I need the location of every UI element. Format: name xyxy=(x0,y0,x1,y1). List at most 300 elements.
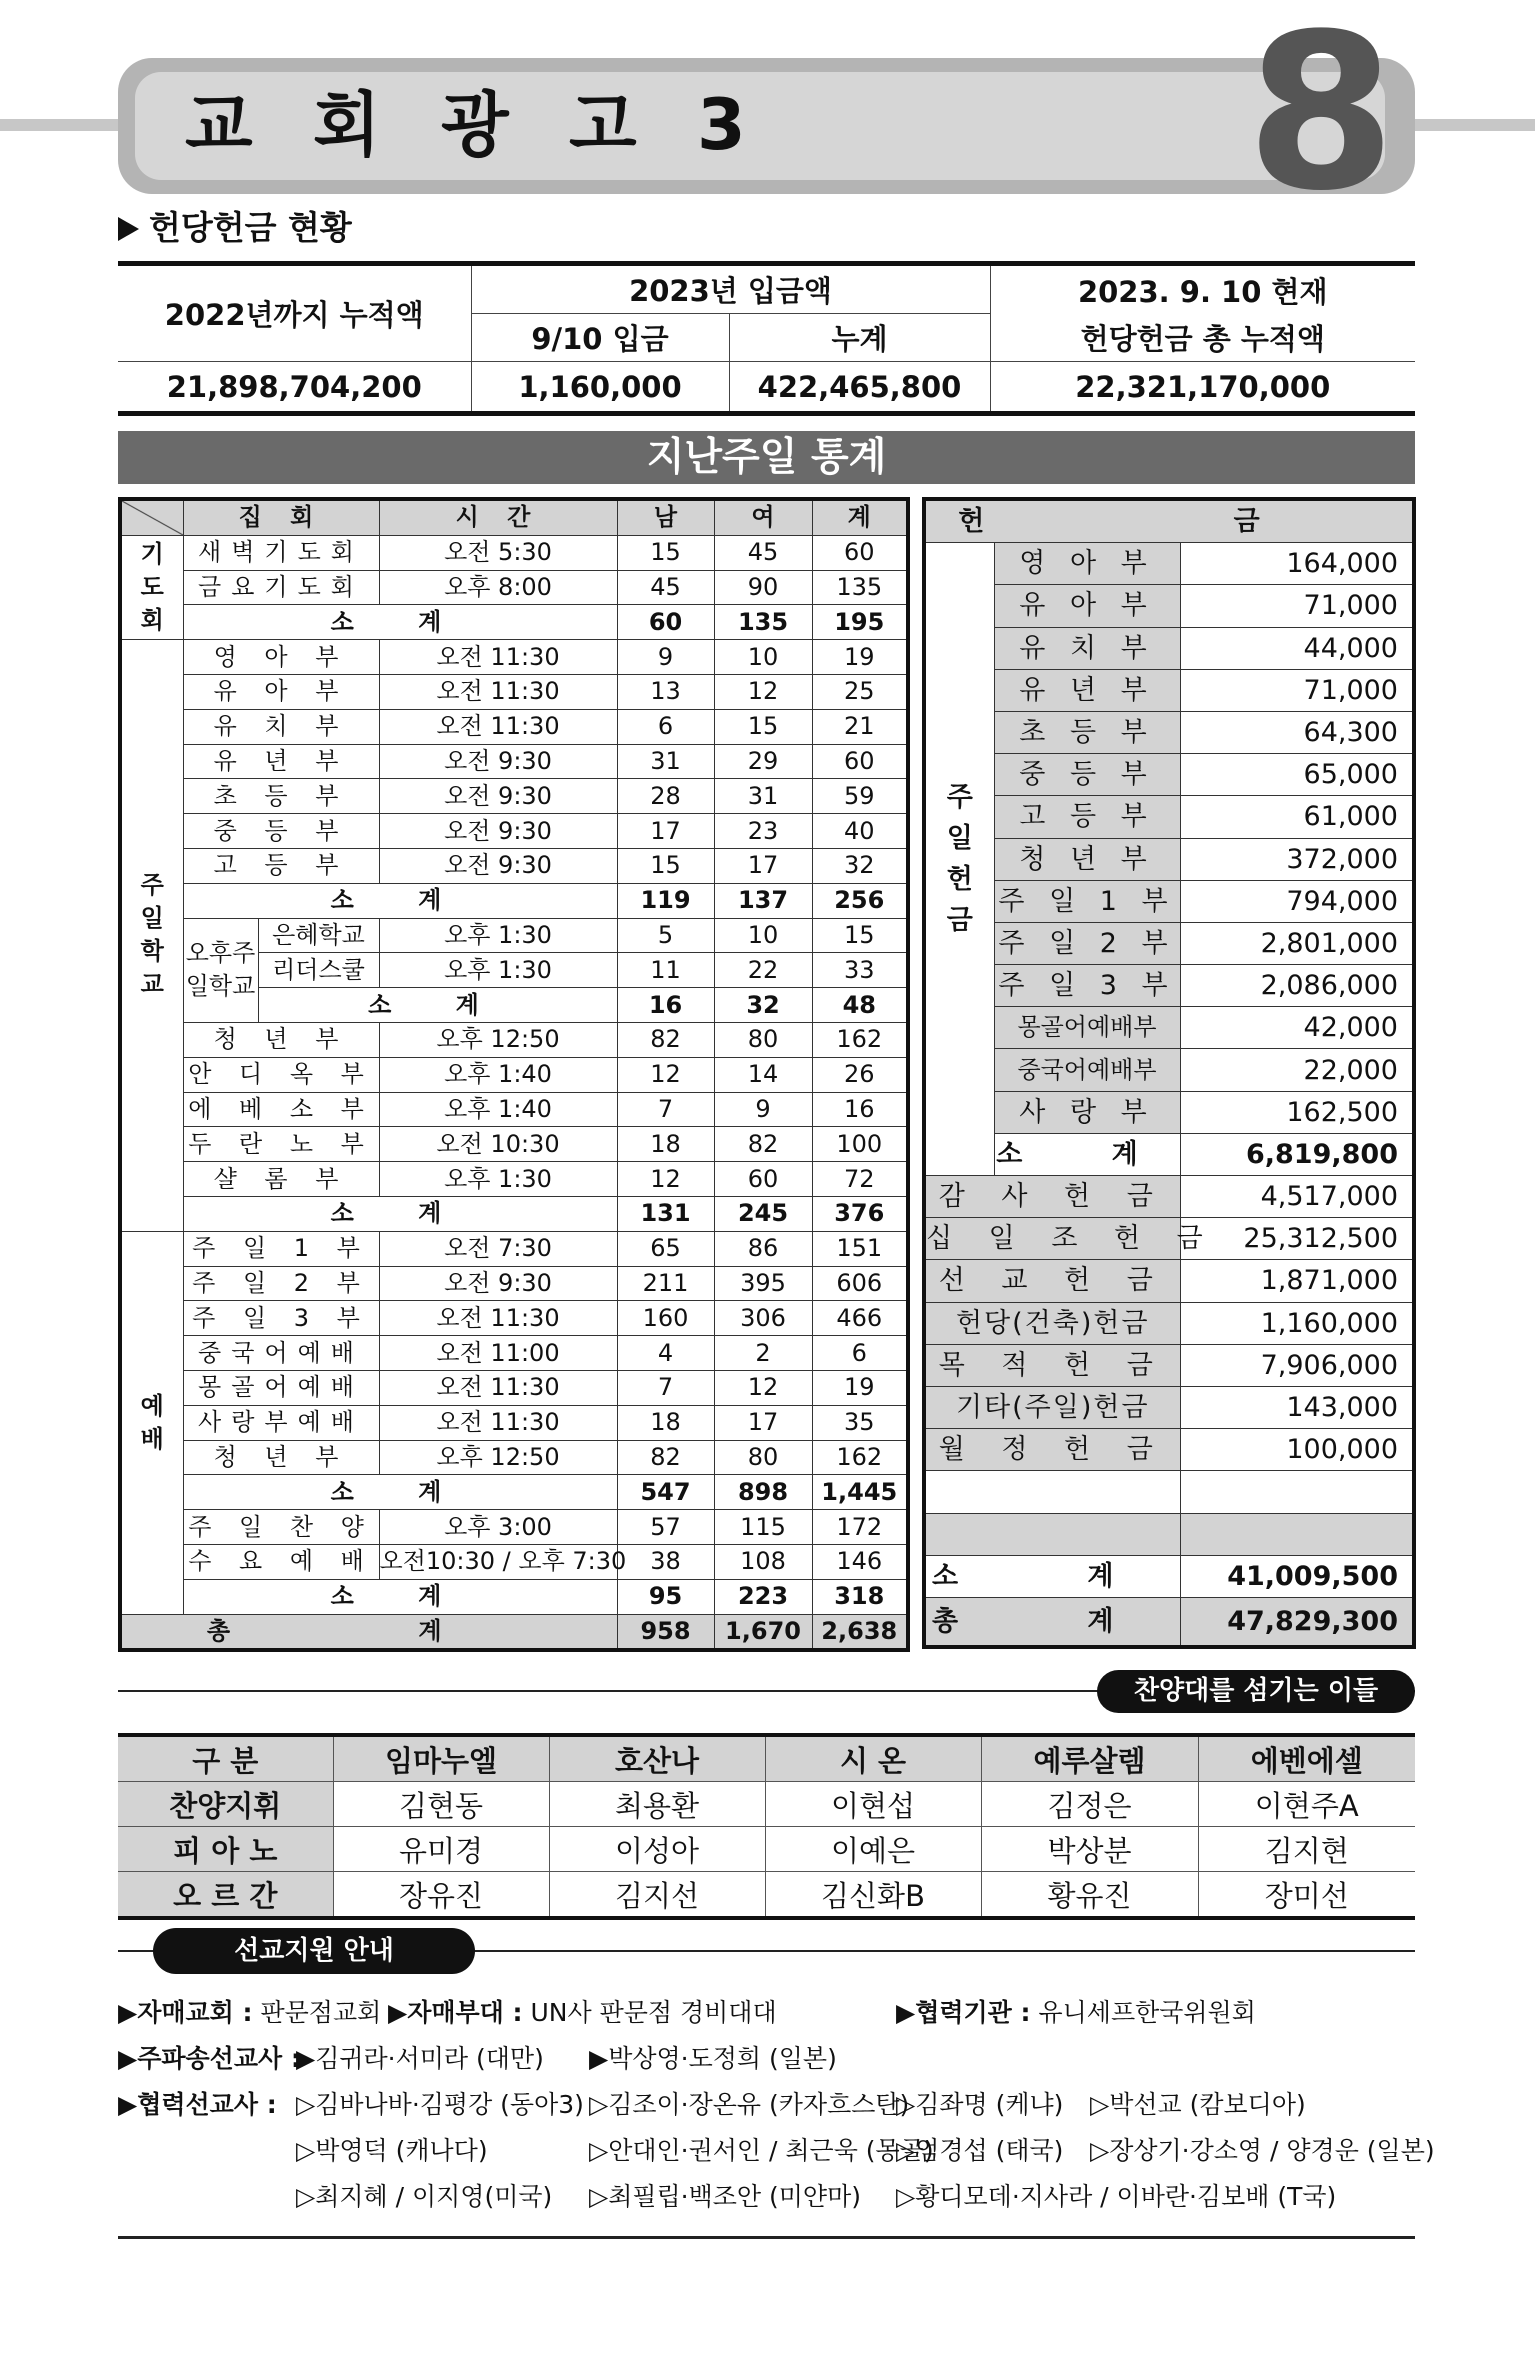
table-row xyxy=(924,711,1414,753)
table-row xyxy=(120,1231,908,1266)
count-male: 45 xyxy=(617,570,714,605)
value-total: 22,321,170,000 xyxy=(990,362,1415,414)
coop-missionary: ▷김바나바·김평강 (동아3) xyxy=(296,2090,584,2119)
table-row xyxy=(120,779,908,814)
meeting-name: 청 년 부 xyxy=(183,1440,379,1475)
meeting-name: 안 디 옥 부 xyxy=(183,1057,379,1092)
table-row xyxy=(924,627,1414,669)
offering-name: 유 아 부 xyxy=(994,585,1180,627)
subtotal-label: 소 계 xyxy=(183,883,617,918)
subtotal-row xyxy=(120,1579,908,1614)
grand-total-total: 2,638 xyxy=(812,1614,908,1650)
count-total: 72 xyxy=(812,1162,908,1197)
table-row xyxy=(118,1827,1415,1872)
offering-amount: 64,300 xyxy=(1180,711,1414,753)
offering-name: 주 일 3 부 xyxy=(994,965,1180,1007)
meeting-time: 오후 3:00 xyxy=(379,1510,617,1545)
sister-church: ▶자매교회 : 판문점교회 xyxy=(118,1998,382,2027)
offering-amount: 42,000 xyxy=(1180,1007,1414,1049)
choir-member: 박상분 xyxy=(981,1827,1198,1872)
sunday-subtotal: 6,819,800 xyxy=(1180,1133,1414,1175)
count-male: 4 xyxy=(617,1336,714,1371)
choir-member: 이현주A xyxy=(1198,1782,1415,1827)
meeting-time: 오전 9:30 xyxy=(379,779,617,814)
meeting-name: 중국어예배 xyxy=(183,1336,379,1371)
offering-name: 영 아 부 xyxy=(994,543,1180,585)
table-row xyxy=(924,754,1414,796)
choir-member: 김지현 xyxy=(1198,1827,1415,1872)
table-row xyxy=(120,674,908,709)
subtotal-female: 32 xyxy=(714,988,812,1023)
offering-amount: 372,000 xyxy=(1180,838,1414,880)
coop-missionary: ▷엄경섭 (태국) xyxy=(896,2136,1064,2165)
subtotal-female: 245 xyxy=(714,1196,812,1231)
choir-member: 유미경 xyxy=(333,1827,549,1872)
meeting-name: 주 일 3 부 xyxy=(183,1301,379,1336)
offering-amount: 22,000 xyxy=(1180,1049,1414,1091)
coop-missionary: ▷최지혜 / 이지영(미국) xyxy=(296,2182,553,2211)
meeting-time: 오전 11:30 xyxy=(379,1405,617,1440)
choir-member: 장미선 xyxy=(1198,1872,1415,1919)
offering-name: 유 년 부 xyxy=(994,669,1180,711)
meeting-name: 사랑부예배 xyxy=(183,1405,379,1440)
table-row xyxy=(924,1007,1414,1049)
col-total-line2: 헌당헌금 총 누적액 xyxy=(1080,321,1325,356)
choir-member: 최용환 xyxy=(549,1782,765,1827)
meeting-time: 오전 11:30 xyxy=(379,709,617,744)
table-row xyxy=(924,1260,1414,1302)
partner-org: ▶협력기관 : 유니세프한국위원회 xyxy=(896,1998,1256,2027)
meeting-name: 고 등 부 xyxy=(183,848,379,883)
subtotal-male: 547 xyxy=(617,1475,714,1510)
meeting-name: 유 치 부 xyxy=(183,709,379,744)
meeting-name: 중 등 부 xyxy=(183,814,379,849)
meeting-time: 오전 9:30 xyxy=(379,814,617,849)
offering-amount: 794,000 xyxy=(1180,880,1414,922)
offering-name: 기타(주일)헌금 xyxy=(924,1386,1180,1428)
coop-missionary: ▷안대인·권서인 / 최근욱 (몽골) xyxy=(589,2136,934,2165)
count-male: 57 xyxy=(617,1510,714,1545)
meeting-name: 주 일 찬 양 xyxy=(183,1510,379,1545)
prayer-group-label: 기 도 회 xyxy=(120,535,183,639)
count-female: 12 xyxy=(714,674,812,709)
count-female: 12 xyxy=(714,1370,812,1405)
count-female: 82 xyxy=(714,1127,812,1162)
worship-group-label: 예 배 xyxy=(120,1231,183,1614)
count-total: 162 xyxy=(812,1440,908,1475)
count-male: 38 xyxy=(617,1544,714,1579)
coop-missionary-label: 협력선교사 : xyxy=(137,2090,277,2119)
choir-header-category: 구 분 xyxy=(118,1735,333,1782)
empty-cell xyxy=(924,1471,1180,1513)
offering-name: 목 적 헌 금 xyxy=(924,1344,1180,1386)
count-female: 14 xyxy=(714,1057,812,1092)
count-total: 135 xyxy=(812,570,908,605)
choir-member: 김신화B xyxy=(765,1872,981,1919)
choir-member: 김정은 xyxy=(981,1782,1198,1827)
offering-name: 주 일 1 부 xyxy=(994,880,1180,922)
table-row xyxy=(924,922,1414,964)
table-row xyxy=(120,570,908,605)
value-sum: 422,465,800 xyxy=(729,362,990,414)
sunday-offering-label: 주 일 헌 금 xyxy=(924,543,994,1176)
offering-amount: 65,000 xyxy=(1180,754,1414,796)
offering-subtotal: 41,009,500 xyxy=(1180,1555,1414,1597)
sister-church-label: 자매교회 : xyxy=(137,1998,253,2027)
count-total: 162 xyxy=(812,1022,908,1057)
choir-role: 오 르 간 xyxy=(118,1872,333,1919)
meeting-time: 오전 11:00 xyxy=(379,1336,617,1371)
meeting-time: 오전 11:30 xyxy=(379,1301,617,1336)
table-row xyxy=(120,640,908,675)
meeting-time: 오전 7:30 xyxy=(379,1231,617,1266)
offering-name: 헌당(건축)헌금 xyxy=(924,1302,1180,1344)
table-row xyxy=(120,1092,908,1127)
offering-name: 월 정 헌 금 xyxy=(924,1429,1180,1471)
attendance-table xyxy=(118,497,910,1652)
table-row xyxy=(120,1127,908,1162)
offering-name: 고 등 부 xyxy=(994,796,1180,838)
count-total: 172 xyxy=(812,1510,908,1545)
count-female: 395 xyxy=(714,1266,812,1301)
meeting-time: 오후 12:50 xyxy=(379,1022,617,1057)
empty-row xyxy=(924,1471,1414,1513)
table-row xyxy=(924,1429,1414,1471)
table-row xyxy=(924,1386,1414,1428)
subtotal-female: 223 xyxy=(714,1579,812,1614)
meeting-name: 유 년 부 xyxy=(183,744,379,779)
count-total: 25 xyxy=(812,674,908,709)
meeting-name: 주 일 1 부 xyxy=(183,1231,379,1266)
diagonal-corner xyxy=(120,499,183,535)
mission-pill: 선교지원 안내 xyxy=(153,1928,475,1974)
count-male: 17 xyxy=(617,814,714,849)
grand-total-male: 958 xyxy=(617,1614,714,1650)
subtotal-total: 376 xyxy=(812,1196,908,1231)
table-row xyxy=(120,1405,908,1440)
choir-pill: 찬양대를 섬기는 이들 xyxy=(1097,1670,1415,1713)
coop-missionary: ▷박선교 (캄보디아) xyxy=(1090,2090,1306,2119)
meeting-name: 청 년 부 xyxy=(183,1022,379,1057)
count-male: 12 xyxy=(617,1162,714,1197)
count-male: 9 xyxy=(617,640,714,675)
choir-member: 장유진 xyxy=(333,1872,549,1919)
subtotal-row xyxy=(924,1133,1414,1175)
subtotal-female: 898 xyxy=(714,1475,812,1510)
count-total: 32 xyxy=(812,848,908,883)
meeting-name: 유 아 부 xyxy=(183,674,379,709)
offering-name: 초 등 부 xyxy=(994,711,1180,753)
meeting-name: 새벽기도회 xyxy=(183,535,379,570)
grand-total-female: 1,670 xyxy=(714,1614,812,1650)
count-female: 2 xyxy=(714,1336,812,1371)
count-male: 15 xyxy=(617,535,714,570)
count-female: 80 xyxy=(714,1440,812,1475)
count-total: 606 xyxy=(812,1266,908,1301)
afternoon-school-label: 오후주일학교 xyxy=(183,918,258,1022)
meeting-time: 오후 1:40 xyxy=(379,1092,617,1127)
table-row xyxy=(924,1344,1414,1386)
header-time: 시 간 xyxy=(379,499,617,535)
choir-member: 이성아 xyxy=(549,1827,765,1872)
count-female: 86 xyxy=(714,1231,812,1266)
offering-amount: 143,000 xyxy=(1180,1386,1414,1428)
count-total: 59 xyxy=(812,779,908,814)
table-row xyxy=(924,1091,1414,1133)
table-row xyxy=(120,535,908,570)
header-male: 남 xyxy=(617,499,714,535)
sister-unit-value: UN사 판문점 경비대대 xyxy=(530,1998,777,2027)
meeting-time: 오전 11:30 xyxy=(379,674,617,709)
count-female: 15 xyxy=(714,709,812,744)
offering-table xyxy=(922,497,1416,1649)
count-female: 10 xyxy=(714,918,812,953)
offering-name: 청 년 부 xyxy=(994,838,1180,880)
coop-missionary: ▷최필립·백조안 (미얀마) xyxy=(589,2182,861,2211)
count-male: 65 xyxy=(617,1231,714,1266)
page-title: 교 회 광 고 3 xyxy=(185,84,764,166)
offering-header: 헌 금 xyxy=(924,499,1414,543)
offering-name: 중 등 부 xyxy=(994,754,1180,796)
count-female: 17 xyxy=(714,1405,812,1440)
partner-value: 유니세프한국위원회 xyxy=(1038,1998,1256,2027)
choir-role: 찬양지휘 xyxy=(118,1782,333,1827)
subtotal-male: 16 xyxy=(617,988,714,1023)
subtotal-row xyxy=(120,883,908,918)
subtotal-label: 소 계 xyxy=(183,1475,617,1510)
school-group-label: 주 일 학 교 xyxy=(120,640,183,1232)
offering-amount: 162,500 xyxy=(1180,1091,1414,1133)
count-female: 10 xyxy=(714,640,812,675)
meeting-name: 몽골어예배 xyxy=(183,1370,379,1405)
empty-cell xyxy=(1180,1513,1414,1555)
subtotal-label: 소 계 xyxy=(183,1196,617,1231)
offering-amount: 7,906,000 xyxy=(1180,1344,1414,1386)
offering-amount: 164,000 xyxy=(1180,543,1414,585)
header-row xyxy=(120,499,908,535)
meeting-time: 오후 12:50 xyxy=(379,1440,617,1475)
sunday-subtotal-label: 소 계 xyxy=(994,1133,1180,1175)
building-offering-table xyxy=(118,261,1415,416)
table-row xyxy=(120,848,908,883)
col-total-line1: 2023. 9. 10 현재 xyxy=(1077,274,1328,309)
subtotal-row xyxy=(120,1475,908,1510)
choir-role: 피 아 노 xyxy=(118,1827,333,1872)
table-row xyxy=(120,918,908,953)
offering-amount: 1,871,000 xyxy=(1180,1260,1414,1302)
col-cumulative-2022: 2022년까지 누적액 xyxy=(118,264,471,362)
meeting-name: 주 일 2 부 xyxy=(183,1266,379,1301)
count-total: 19 xyxy=(812,640,908,675)
header-total: 계 xyxy=(812,499,908,535)
offering-amount: 61,000 xyxy=(1180,796,1414,838)
subtotal-male: 131 xyxy=(617,1196,714,1231)
count-female: 306 xyxy=(714,1301,812,1336)
offering-amount: 25,312,500 xyxy=(1180,1218,1414,1260)
count-female: 9 xyxy=(714,1092,812,1127)
meeting-name: 은혜학교 xyxy=(258,918,379,953)
count-female: 17 xyxy=(714,848,812,883)
offering-name: 유 치 부 xyxy=(994,627,1180,669)
meeting-time: 오후 1:30 xyxy=(379,953,617,988)
count-male: 7 xyxy=(617,1092,714,1127)
count-female: 80 xyxy=(714,1022,812,1057)
bottom-divider xyxy=(118,2236,1415,2239)
stats-banner: 지난주일 통계 xyxy=(118,431,1415,484)
choir-member: 김현동 xyxy=(333,1782,549,1827)
meeting-time: 오전 9:30 xyxy=(379,848,617,883)
page-number: 8 xyxy=(1246,0,1396,238)
meeting-time: 오후 8:00 xyxy=(379,570,617,605)
table-row xyxy=(120,1057,908,1092)
table-row xyxy=(924,1176,1414,1218)
count-male: 7 xyxy=(617,1370,714,1405)
count-female: 31 xyxy=(714,779,812,814)
triangle-icon xyxy=(118,217,139,241)
offering-name: 감 사 헌 금 xyxy=(924,1176,1180,1218)
count-male: 12 xyxy=(617,1057,714,1092)
choir-header-team: 임마누엘 xyxy=(333,1735,549,1782)
grand-total-row xyxy=(120,1614,908,1650)
table-row xyxy=(120,1162,908,1197)
empty-row xyxy=(924,1513,1414,1555)
main-missionary-2: ▶박상영·도정희 (일본) xyxy=(589,2044,837,2073)
coop-missionary: ▷김조이·장온유 (카자흐스탄) xyxy=(589,2090,910,2119)
offering-name: 중국어예배부 xyxy=(994,1049,1180,1091)
offering-section-title: 헌당헌금 현황 xyxy=(149,208,352,247)
grand-total-label: 총 계 xyxy=(120,1614,617,1650)
table-row xyxy=(924,965,1414,1007)
offering-amount: 71,000 xyxy=(1180,669,1414,711)
subtotal-row xyxy=(120,605,908,640)
table-row xyxy=(120,1336,908,1371)
meeting-time: 오전 10:30 xyxy=(379,1127,617,1162)
count-female: 115 xyxy=(714,1510,812,1545)
subtotal-male: 60 xyxy=(617,605,714,640)
table-row xyxy=(120,744,908,779)
main-missionary-label: 주파송선교사 : xyxy=(137,2044,301,2073)
coop-missionary: ▷황디모데·지사라 / 이바란·김보배 (T국) xyxy=(896,2182,1337,2211)
col-sum: 누계 xyxy=(729,314,990,362)
table-row xyxy=(120,709,908,744)
coop-missionary-label-row: ▶협력선교사 : xyxy=(118,2090,277,2119)
count-male: 18 xyxy=(617,1127,714,1162)
coop-missionary: ▷김좌명 (케냐) xyxy=(896,2090,1064,2119)
count-total: 15 xyxy=(812,918,908,953)
subtotal-row xyxy=(120,1196,908,1231)
subtotal-row xyxy=(924,1555,1414,1597)
count-total: 35 xyxy=(812,1405,908,1440)
total-label: 총 계 xyxy=(924,1597,1180,1647)
sister-unit-label: 자매부대 : xyxy=(407,1998,523,2027)
meeting-time: 오전 9:30 xyxy=(379,744,617,779)
count-female: 45 xyxy=(714,535,812,570)
coop-missionary: ▷박영덕 (캐나다) xyxy=(296,2136,488,2165)
table-row xyxy=(120,1301,908,1336)
sister-church-value: 판문점교회 xyxy=(260,1998,382,2027)
choir-table xyxy=(118,1733,1415,1920)
offering-amount: 100,000 xyxy=(1180,1429,1414,1471)
count-female: 23 xyxy=(714,814,812,849)
sister-unit: ▶자매부대 : UN사 판문점 경비대대 xyxy=(388,1998,777,2027)
col-total-cumulative xyxy=(990,264,1415,362)
meeting-time: 오전 11:30 xyxy=(379,1370,617,1405)
meeting-time: 오전10:30 / 오후 7:30 xyxy=(379,1544,617,1579)
choir-header-team: 호산나 xyxy=(549,1735,765,1782)
offering-section-heading xyxy=(118,206,352,250)
offering-name: 십 일 조 헌 금 xyxy=(924,1218,1180,1260)
count-male: 13 xyxy=(617,674,714,709)
offering-amount: 44,000 xyxy=(1180,627,1414,669)
table-row xyxy=(120,1510,908,1545)
header-female: 여 xyxy=(714,499,812,535)
subtotal-total: 48 xyxy=(812,988,908,1023)
table-row xyxy=(120,1544,908,1579)
header-row xyxy=(118,1735,1415,1782)
table-row xyxy=(120,1370,908,1405)
partner-label: 협력기관 : xyxy=(915,1998,1031,2027)
table-row xyxy=(120,1022,908,1057)
meeting-time: 오전 9:30 xyxy=(379,1266,617,1301)
subtotal-label: 소 계 xyxy=(183,605,617,640)
offering-amount: 1,160,000 xyxy=(1180,1302,1414,1344)
meeting-name: 에 베 소 부 xyxy=(183,1092,379,1127)
main-missionary-1: ▶김귀라·서미라 (대만) xyxy=(296,2044,544,2073)
count-male: 211 xyxy=(617,1266,714,1301)
col-2023: 2023년 입금액 xyxy=(471,264,990,314)
table-row xyxy=(120,814,908,849)
choir-member: 이예은 xyxy=(765,1827,981,1872)
count-total: 19 xyxy=(812,1370,908,1405)
count-total: 151 xyxy=(812,1231,908,1266)
count-total: 146 xyxy=(812,1544,908,1579)
count-female: 22 xyxy=(714,953,812,988)
table-row xyxy=(924,585,1414,627)
offering-name: 몽골어예배부 xyxy=(994,1007,1180,1049)
meeting-time: 오전 11:30 xyxy=(379,640,617,675)
count-total: 60 xyxy=(812,744,908,779)
offering-total: 47,829,300 xyxy=(1180,1597,1414,1647)
offering-name: 선 교 헌 금 xyxy=(924,1260,1180,1302)
table-row xyxy=(924,543,1414,585)
choir-member: 김지선 xyxy=(549,1872,765,1919)
table-row xyxy=(924,1302,1414,1344)
header-row xyxy=(924,499,1414,543)
table-row xyxy=(924,880,1414,922)
offering-name: 주 일 2 부 xyxy=(994,922,1180,964)
meeting-name: 영 아 부 xyxy=(183,640,379,675)
value-0910: 1,160,000 xyxy=(471,362,729,414)
count-male: 31 xyxy=(617,744,714,779)
count-female: 29 xyxy=(714,744,812,779)
count-total: 6 xyxy=(812,1336,908,1371)
meeting-name: 리더스쿨 xyxy=(258,953,379,988)
count-male: 82 xyxy=(617,1440,714,1475)
count-male: 28 xyxy=(617,779,714,814)
count-total: 33 xyxy=(812,953,908,988)
count-male: 18 xyxy=(617,1405,714,1440)
subtotal-label: 소 계 xyxy=(258,988,617,1023)
count-total: 26 xyxy=(812,1057,908,1092)
table-row xyxy=(118,1872,1415,1919)
subtotal-total: 1,445 xyxy=(812,1475,908,1510)
count-total: 466 xyxy=(812,1301,908,1336)
subtotal-total: 318 xyxy=(812,1579,908,1614)
table-row xyxy=(924,838,1414,880)
subtotal-label: 소 계 xyxy=(183,1579,617,1614)
count-male: 82 xyxy=(617,1022,714,1057)
meeting-time: 오후 1:40 xyxy=(379,1057,617,1092)
